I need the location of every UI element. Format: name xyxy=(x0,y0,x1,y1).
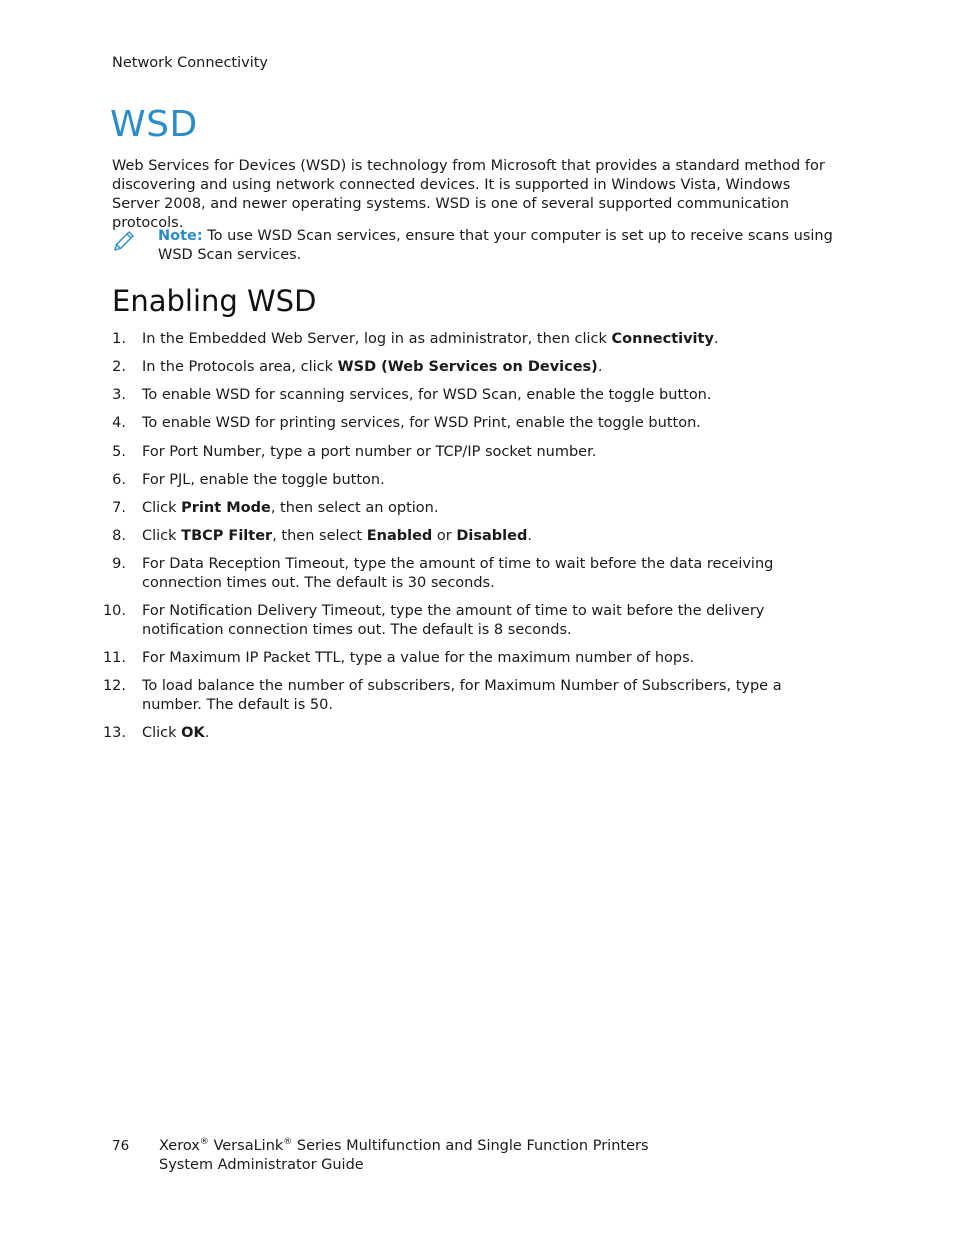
step-text xyxy=(142,414,842,433)
note-text xyxy=(158,227,838,265)
step-text-run: . xyxy=(713,331,719,347)
pencil-icon xyxy=(112,229,136,253)
step-text-run: Click xyxy=(142,725,182,741)
step-text-run: In the Embedded Web Server, log in as administrator, then click xyxy=(142,331,612,347)
step-text-run: For Data Reception Timeout, type the amount of time to wait before the data receiving connection times out. The default is 30 seconds. xyxy=(142,556,774,591)
ui-term: WSD (Web Services on Devices) xyxy=(337,359,598,375)
step-text-run: To load balance the number of subscribers, for Maximum Number of Subscribers, type a number. The default is 50. xyxy=(142,678,782,713)
footer-product: VersaLink xyxy=(208,1138,284,1154)
step-number: 6. xyxy=(112,472,126,488)
footer-guide-title: System Administrator Guide xyxy=(159,1157,364,1173)
step-text xyxy=(142,358,842,377)
step-number: 12. xyxy=(102,678,126,694)
footer-text xyxy=(159,1137,759,1175)
step-text xyxy=(142,677,842,715)
step-text-run: To enable WSD for printing services, for WSD Print, enable the toggle button. xyxy=(142,415,701,431)
step-text xyxy=(142,443,842,462)
registered-mark: ® xyxy=(283,1137,293,1148)
ui-term: Enabled xyxy=(366,528,433,544)
running-header: Network Connectivity xyxy=(112,55,269,71)
registered-mark: ® xyxy=(199,1137,209,1148)
step-number: 3. xyxy=(112,387,126,403)
note-body: To use WSD Scan services, ensure that your computer is set up to receive scans using WSD Scan services. xyxy=(158,228,833,263)
step-number: 11. xyxy=(102,650,126,666)
step-text-run: or xyxy=(432,528,457,544)
page-title: WSD xyxy=(110,104,198,145)
ui-term: Disabled xyxy=(456,528,528,544)
step-text xyxy=(142,330,842,349)
step-text xyxy=(142,499,842,518)
step-number: 4. xyxy=(112,415,126,431)
step-text-run: Click xyxy=(142,528,182,544)
section-title: Enabling WSD xyxy=(112,284,317,318)
step-number: 2. xyxy=(112,359,126,375)
step-text-run: , then select an option. xyxy=(270,500,439,516)
page-number: 76 xyxy=(112,1138,130,1154)
step-text-run: In the Protocols area, click xyxy=(142,359,338,375)
footer-brand: Xerox xyxy=(159,1138,200,1154)
step-text-run: For PJL, enable the toggle button. xyxy=(142,472,385,488)
step-text-run: . xyxy=(597,359,603,375)
step-number: 1. xyxy=(112,331,126,347)
step-text-run: For Port Number, type a port number or TCP/IP socket number. xyxy=(142,444,597,460)
ui-term: Connectivity xyxy=(611,331,714,347)
step-number: 13. xyxy=(102,725,126,741)
ui-term: Print Mode xyxy=(181,500,271,516)
intro-paragraph: Web Services for Devices (WSD) is technology from Microsoft that provides a standard method for discovering and using network connected devices. It is supported in Windows Vista, Windows Server 2008, and newer operating systems. WSD is one of several supported communication protocols. xyxy=(112,158,825,231)
footer-product-line xyxy=(159,1137,759,1156)
step-text xyxy=(142,555,842,593)
step-text-run: . xyxy=(204,725,210,741)
step-number: 7. xyxy=(112,500,126,516)
step-text xyxy=(142,602,842,640)
step-number: 5. xyxy=(112,444,126,460)
step-text-run: Click xyxy=(142,500,182,516)
step-text-run: To enable WSD for scanning services, for WSD Scan, enable the toggle button. xyxy=(142,387,712,403)
ui-term: TBCP Filter xyxy=(181,528,273,544)
step-text-run: For Notification Delivery Timeout, type the amount of time to wait before the delivery notification connection times out. The default is 8 seconds. xyxy=(142,603,765,638)
step-number: 10. xyxy=(102,603,126,619)
step-text xyxy=(142,386,842,405)
step-text xyxy=(142,527,842,546)
step-text-run: For Maximum IP Packet TTL, type a value for the maximum number of hops. xyxy=(142,650,695,666)
step-number: 8. xyxy=(112,528,126,544)
note-label: Note: xyxy=(158,228,203,244)
ui-term: OK xyxy=(181,725,205,741)
footer-series: Series Multifunction and Single Function Printers xyxy=(292,1138,649,1154)
step-number: 9. xyxy=(112,556,126,572)
step-text-run: . xyxy=(527,528,532,544)
step-text xyxy=(142,724,842,743)
step-text xyxy=(142,471,842,490)
step-text xyxy=(142,649,842,668)
step-text-run: , then select xyxy=(272,528,367,544)
